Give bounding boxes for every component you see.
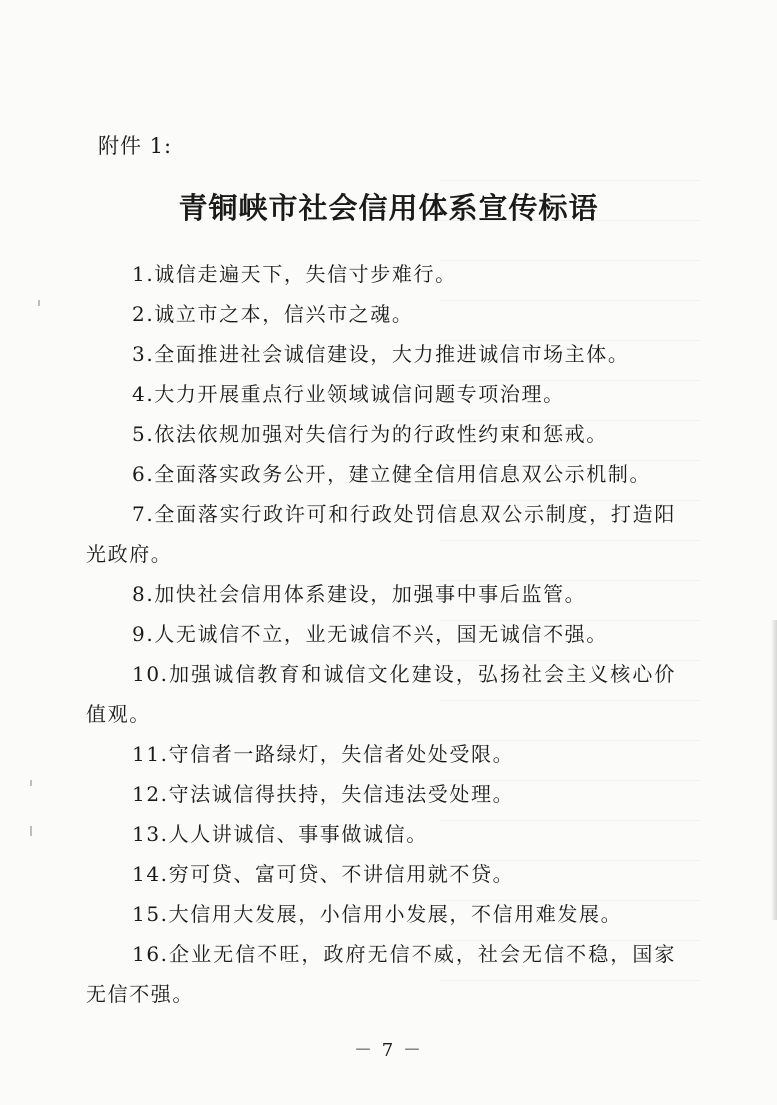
slogan-item: 4.大力开展重点行业领域诚信问题专项治理。 [132, 382, 565, 406]
document-title: 青铜峡市社会信用体系宣传标语 [178, 191, 599, 225]
slogan-item: 6.全面落实政务公开，建立健全信用信息双公示机制。 [132, 462, 652, 486]
slogan-item: 1.诚信走遍天下，失信寸步难行。 [132, 262, 457, 286]
slogan-item: 16.企业无信不旺，政府无信不威，社会无信不稳，国家无信不强。 [86, 942, 676, 1006]
slogan-item: 8.加快社会信用体系建设，加强事中事后监管。 [132, 582, 587, 606]
slogan-item: 5.依法依规加强对失信行为的行政性约束和惩戒。 [132, 422, 608, 446]
scan-speck [30, 780, 32, 786]
slogan-item: 15.大信用大发展，小信用小发展，不信用难发展。 [132, 902, 623, 926]
slogan-list [86, 254, 676, 1014]
slogan-item: 12.守法诚信得扶持，失信违法受处理。 [132, 782, 515, 806]
slogan-item: 2.诚立市之本，信兴市之魂。 [132, 302, 414, 326]
slogan-item: 13.人人讲诚信、事事做诚信。 [132, 822, 428, 846]
scan-speck [38, 300, 40, 306]
attachment-label: 附件 1: [98, 134, 173, 158]
page-edge-shadow [771, 620, 777, 920]
slogan-item: 7.全面落实行政许可和行政处罚信息双公示制度，打造阳光政府。 [86, 502, 676, 566]
slogan-item: 3.全面推进社会诚信建设，大力推进诚信市场主体。 [132, 342, 630, 366]
slogan-item: 9.人无诚信不立，业无诚信不兴，国无诚信不强。 [132, 622, 608, 646]
slogan-item: 11.守信者一路绿灯，失信者处处受限。 [132, 742, 515, 766]
page-number: － 7 － [354, 1040, 423, 1061]
scan-speck [30, 826, 32, 836]
slogan-item: 14.穷可贷、富可贷、不讲信用就不贷。 [132, 862, 515, 886]
slogan-item: 10.加强诚信教育和诚信文化建设，弘扬社会主义核心价值观。 [86, 662, 676, 726]
